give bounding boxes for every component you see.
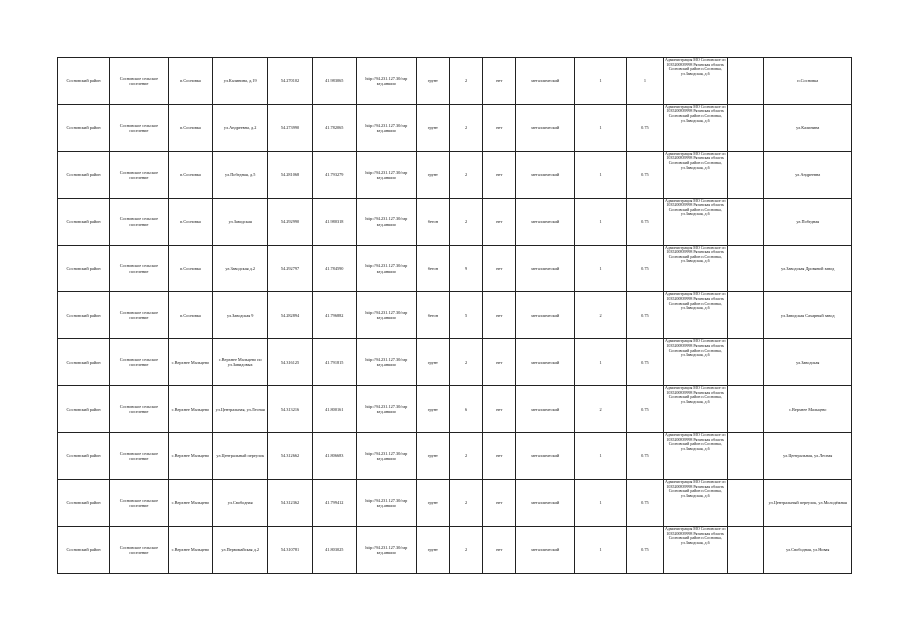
district-cell: Сосновский район xyxy=(58,526,110,573)
material-cell: металлический xyxy=(516,292,575,339)
street-cell: с.Верхнее Мальцево по ул.Завидовых xyxy=(213,339,268,386)
settlement-cell: Сосновское сельское поселение xyxy=(110,292,169,339)
latitude-cell: 54.316125 xyxy=(268,339,312,386)
settlement-cell: Сосновское сельское поселение xyxy=(110,480,169,527)
latitude-cell: 54.292990 xyxy=(268,198,312,245)
volume-cell: 0.75 xyxy=(627,151,664,198)
link-cell: http://94.231.127.30/гар ктд.аншио xyxy=(356,104,416,151)
locality-cell: п.Сосновка xyxy=(168,151,212,198)
latitude-cell: 54.282894 xyxy=(268,292,312,339)
owner-cell: Администрация МО Сосновское сп 1035200839998 Рязанская область Сосновский район п.Сосновка, ул.Заводская, д.6 xyxy=(663,292,727,339)
volume-cell: 1 xyxy=(627,58,664,105)
link-cell: http://94.231.127.30/гар ктд.аншио xyxy=(356,58,416,105)
longitude-cell: 41.784590 xyxy=(312,245,356,292)
link-cell: http://94.231.127.30/гар ктд.аншио xyxy=(356,433,416,480)
surface-cell: грунт xyxy=(416,433,449,480)
street-cell: ул.Центральный переулок xyxy=(213,433,268,480)
table-row xyxy=(58,433,852,480)
district-cell: Сосновский район xyxy=(58,292,110,339)
latitude-cell: 54.273990 xyxy=(268,104,312,151)
table-row xyxy=(58,58,852,105)
fence-cell: нет xyxy=(483,151,516,198)
surface-cell: грунт xyxy=(416,151,449,198)
latitude-cell: 54.310781 xyxy=(268,526,312,573)
fence-cell: нет xyxy=(483,386,516,433)
district-cell: Сосновский район xyxy=(58,386,110,433)
street-cell: ул.Заводская д.2 xyxy=(213,245,268,292)
table-body xyxy=(58,58,852,574)
link-cell: http://94.231.127.30/гар ктд.аншио xyxy=(356,526,416,573)
surface-cell: грунт xyxy=(416,526,449,573)
district-cell: Сосновский район xyxy=(58,245,110,292)
volume-cell: 0.75 xyxy=(627,245,664,292)
surface-cell: бетон xyxy=(416,245,449,292)
containers-cell: 1 xyxy=(575,339,627,386)
volume-cell: 0.75 xyxy=(627,480,664,527)
link-cell: http://94.231.127.30/гар ктд.аншио xyxy=(356,198,416,245)
link-cell: http://94.231.127.30/гар ктд.аншио xyxy=(356,151,416,198)
table-row xyxy=(58,151,852,198)
empty-cell xyxy=(727,339,764,386)
locality-cell: с.Верхнее Мальцево xyxy=(168,526,212,573)
longitude-cell: 41.983065 xyxy=(312,58,356,105)
surface-cell: бетон xyxy=(416,292,449,339)
link-cell: http://94.231.127.30/гар ктд.аншио xyxy=(356,339,416,386)
settlement-cell: Сосновское сельское поселение xyxy=(110,151,169,198)
settlement-cell: Сосновское сельское поселение xyxy=(110,58,169,105)
containers-cell: 1 xyxy=(575,245,627,292)
fence-cell: нет xyxy=(483,339,516,386)
district-cell: Сосновский район xyxy=(58,151,110,198)
served-addresses-cell: ул.Победная xyxy=(764,198,852,245)
settlement-cell: Сосновское сельское поселение xyxy=(110,386,169,433)
containers-cell: 1 xyxy=(575,480,627,527)
fence-cell: нет xyxy=(483,104,516,151)
owner-cell: Администрация МО Сосновское сп 1035200839998 Рязанская область Сосновский район п.Сосновка, ул.Заводская, д.6 xyxy=(663,58,727,105)
empty-cell xyxy=(727,292,764,339)
district-cell: Сосновский район xyxy=(58,480,110,527)
locality-cell: п.Сосновка xyxy=(168,198,212,245)
district-cell: Сосновский район xyxy=(58,198,110,245)
served-addresses-cell: ул.Заводская Сахарный завод xyxy=(764,292,852,339)
empty-cell xyxy=(727,433,764,480)
area-cell: 5 xyxy=(449,292,482,339)
table-row xyxy=(58,292,852,339)
owner-cell: Администрация МО Сосновское сп 1035200839998 Рязанская область Сосновский район п.Сосновка, ул.Заводская, д.6 xyxy=(663,339,727,386)
locality-cell: п.Сосновка xyxy=(168,245,212,292)
settlement-cell: Сосновское сельское поселение xyxy=(110,339,169,386)
locality-cell: п.Сосновка xyxy=(168,104,212,151)
area-cell: 2 xyxy=(449,58,482,105)
volume-cell: 0.75 xyxy=(627,339,664,386)
table-row xyxy=(58,245,852,292)
surface-cell: грунт xyxy=(416,339,449,386)
served-addresses-cell: ул.Заводская xyxy=(764,339,852,386)
surface-cell: грунт xyxy=(416,58,449,105)
latitude-cell: 54.281068 xyxy=(268,151,312,198)
surface-cell: грунт xyxy=(416,386,449,433)
containers-cell: 1 xyxy=(575,151,627,198)
containers-cell: 1 xyxy=(575,526,627,573)
volume-cell: 0.75 xyxy=(627,433,664,480)
fence-cell: нет xyxy=(483,292,516,339)
owner-cell: Администрация МО Сосновское сп 1035200839998 Рязанская область Сосновский район п.Сосновка, ул.Заводская, д.6 xyxy=(663,245,727,292)
material-cell: металлический xyxy=(516,526,575,573)
longitude-cell: 41.799412 xyxy=(312,480,356,527)
empty-cell xyxy=(727,245,764,292)
area-cell: 9 xyxy=(449,245,482,292)
served-addresses-cell: ул.Центральная, ул.Лесная xyxy=(764,433,852,480)
material-cell: металлический xyxy=(516,433,575,480)
longitude-cell: 41.796882 xyxy=(312,292,356,339)
area-cell: 2 xyxy=(449,198,482,245)
locality-cell: с.Верхнее Мальцево xyxy=(168,480,212,527)
volume-cell: 0.75 xyxy=(627,198,664,245)
longitude-cell: 41.793279 xyxy=(312,151,356,198)
settlement-cell: Сосновское сельское поселение xyxy=(110,433,169,480)
served-addresses-cell: ул.Андреевна xyxy=(764,151,852,198)
surface-cell: грунт xyxy=(416,480,449,527)
served-addresses-cell: с.Верхнее Мальцево xyxy=(764,386,852,433)
empty-cell xyxy=(727,526,764,573)
street-cell: ул.Калинина, д.19 xyxy=(213,58,268,105)
table-row xyxy=(58,480,852,527)
fence-cell: нет xyxy=(483,433,516,480)
fence-cell: нет xyxy=(483,245,516,292)
latitude-cell: 54.312362 xyxy=(268,480,312,527)
fence-cell: нет xyxy=(483,198,516,245)
containers-cell: 1 xyxy=(575,433,627,480)
owner-cell: Администрация МО Сосновское сп 1035200839998 Рязанская область Сосновский район п.Сосновка, ул.Заводская, д.6 xyxy=(663,433,727,480)
owner-cell: Администрация МО Сосновское сп 1035200839998 Рязанская область Сосновский район п.Сосновка, ул.Заводская, д.6 xyxy=(663,104,727,151)
link-cell: http://94.231.127.30/гар ктд.аншио xyxy=(356,386,416,433)
longitude-cell: 41.803025 xyxy=(312,526,356,573)
owner-cell: Администрация МО Сосновское сп 1035200839998 Рязанская область Сосновский район п.Сосновка, ул.Заводская, д.6 xyxy=(663,386,727,433)
served-addresses-cell: ул.Калинина xyxy=(764,104,852,151)
district-cell: Сосновский район xyxy=(58,58,110,105)
served-addresses-cell: ул.Центральный переулок, ул.Молодёжная xyxy=(764,480,852,527)
containers-cell: 1 xyxy=(575,198,627,245)
area-cell: 2 xyxy=(449,339,482,386)
served-addresses-cell: п.Сосновка xyxy=(764,58,852,105)
fence-cell: нет xyxy=(483,480,516,527)
empty-cell xyxy=(727,198,764,245)
table-row xyxy=(58,198,852,245)
owner-cell: Администрация МО Сосновское сп 1035200839998 Рязанская область Сосновский район п.Сосновка, ул.Заводская, д.6 xyxy=(663,151,727,198)
latitude-cell: 54.270102 xyxy=(268,58,312,105)
table-row xyxy=(58,386,852,433)
area-cell: 2 xyxy=(449,104,482,151)
settlement-cell: Сосновское сельское поселение xyxy=(110,526,169,573)
material-cell: металлический xyxy=(516,151,575,198)
locality-cell: п.Сосновка xyxy=(168,58,212,105)
surface-cell: бетон xyxy=(416,198,449,245)
settlement-cell: Сосновское сельское поселение xyxy=(110,245,169,292)
volume-cell: 0.75 xyxy=(627,104,664,151)
material-cell: металлический xyxy=(516,58,575,105)
containers-cell: 1 xyxy=(575,104,627,151)
containers-cell: 2 xyxy=(575,386,627,433)
latitude-cell: 54.312662 xyxy=(268,433,312,480)
empty-cell xyxy=(727,58,764,105)
empty-cell xyxy=(727,151,764,198)
surface-cell: грунт xyxy=(416,104,449,151)
volume-cell: 0.75 xyxy=(627,386,664,433)
area-cell: 2 xyxy=(449,433,482,480)
material-cell: металлический xyxy=(516,339,575,386)
link-cell: http://94.231.127.30/гар ктд.аншио xyxy=(356,245,416,292)
material-cell: металлический xyxy=(516,480,575,527)
table-row xyxy=(58,526,852,573)
area-cell: 2 xyxy=(449,480,482,527)
containers-cell: 2 xyxy=(575,292,627,339)
district-cell: Сосновский район xyxy=(58,339,110,386)
served-addresses-cell: ул.Свободная, ул.Новая xyxy=(764,526,852,573)
owner-cell: Администрация МО Сосновское сп 1035200839998 Рязанская область Сосновский район п.Сосновка, ул.Заводская, д.6 xyxy=(663,480,727,527)
longitude-cell: 41.791815 xyxy=(312,339,356,386)
material-cell: металлический xyxy=(516,386,575,433)
locality-cell: п.Сосновка xyxy=(168,292,212,339)
district-cell: Сосновский район xyxy=(58,433,110,480)
street-cell: ул.Андреевна, д.2 xyxy=(213,104,268,151)
latitude-cell: 54.292797 xyxy=(268,245,312,292)
locality-cell: с.Верхнее Мальцево xyxy=(168,433,212,480)
empty-cell xyxy=(727,104,764,151)
area-cell: 6 xyxy=(449,386,482,433)
fence-cell: нет xyxy=(483,58,516,105)
longitude-cell: 41.782065 xyxy=(312,104,356,151)
empty-cell xyxy=(727,386,764,433)
owner-cell: Администрация МО Сосновское сп 1035200839998 Рязанская область Сосновский район п.Сосновка, ул.Заводская, д.6 xyxy=(663,198,727,245)
street-cell: ул.Заводская 9 xyxy=(213,292,268,339)
locality-cell: с.Верхнее Мальцево xyxy=(168,386,212,433)
material-cell: металлический xyxy=(516,245,575,292)
registry-table xyxy=(57,57,852,574)
area-cell: 2 xyxy=(449,526,482,573)
link-cell: http://94.231.127.30/гар ктд.аншио xyxy=(356,480,416,527)
settlement-cell: Сосновское сельское поселение xyxy=(110,198,169,245)
table-row xyxy=(58,104,852,151)
empty-cell xyxy=(727,480,764,527)
longitude-cell: 41.800161 xyxy=(312,386,356,433)
table-row xyxy=(58,339,852,386)
material-cell: металлический xyxy=(516,198,575,245)
fence-cell: нет xyxy=(483,526,516,573)
district-cell: Сосновский район xyxy=(58,104,110,151)
volume-cell: 0.75 xyxy=(627,292,664,339)
settlement-cell: Сосновское сельское поселение xyxy=(110,104,169,151)
street-cell: ул.Победная, д.5 xyxy=(213,151,268,198)
served-addresses-cell: ул.Заводская Дровяной завод xyxy=(764,245,852,292)
longitude-cell: 41.806683 xyxy=(312,433,356,480)
material-cell: металлический xyxy=(516,104,575,151)
link-cell: http://94.231.127.30/гар ктд.аншио xyxy=(356,292,416,339)
street-cell: ул.Первомайская д.2 xyxy=(213,526,268,573)
locality-cell: с.Верхнее Мальцево xyxy=(168,339,212,386)
volume-cell: 0.75 xyxy=(627,526,664,573)
street-cell: ул.Центральная, ул.Лесная xyxy=(213,386,268,433)
longitude-cell: 41.980318 xyxy=(312,198,356,245)
street-cell: ул.Свободная xyxy=(213,480,268,527)
owner-cell: Администрация МО Сосновское сп 1035200839998 Рязанская область Сосновский район п.Сосновка, ул.Заводская, д.6 xyxy=(663,526,727,573)
street-cell: ул.Заводская xyxy=(213,198,268,245)
containers-cell: 1 xyxy=(575,58,627,105)
latitude-cell: 54.313216 xyxy=(268,386,312,433)
area-cell: 2 xyxy=(449,151,482,198)
